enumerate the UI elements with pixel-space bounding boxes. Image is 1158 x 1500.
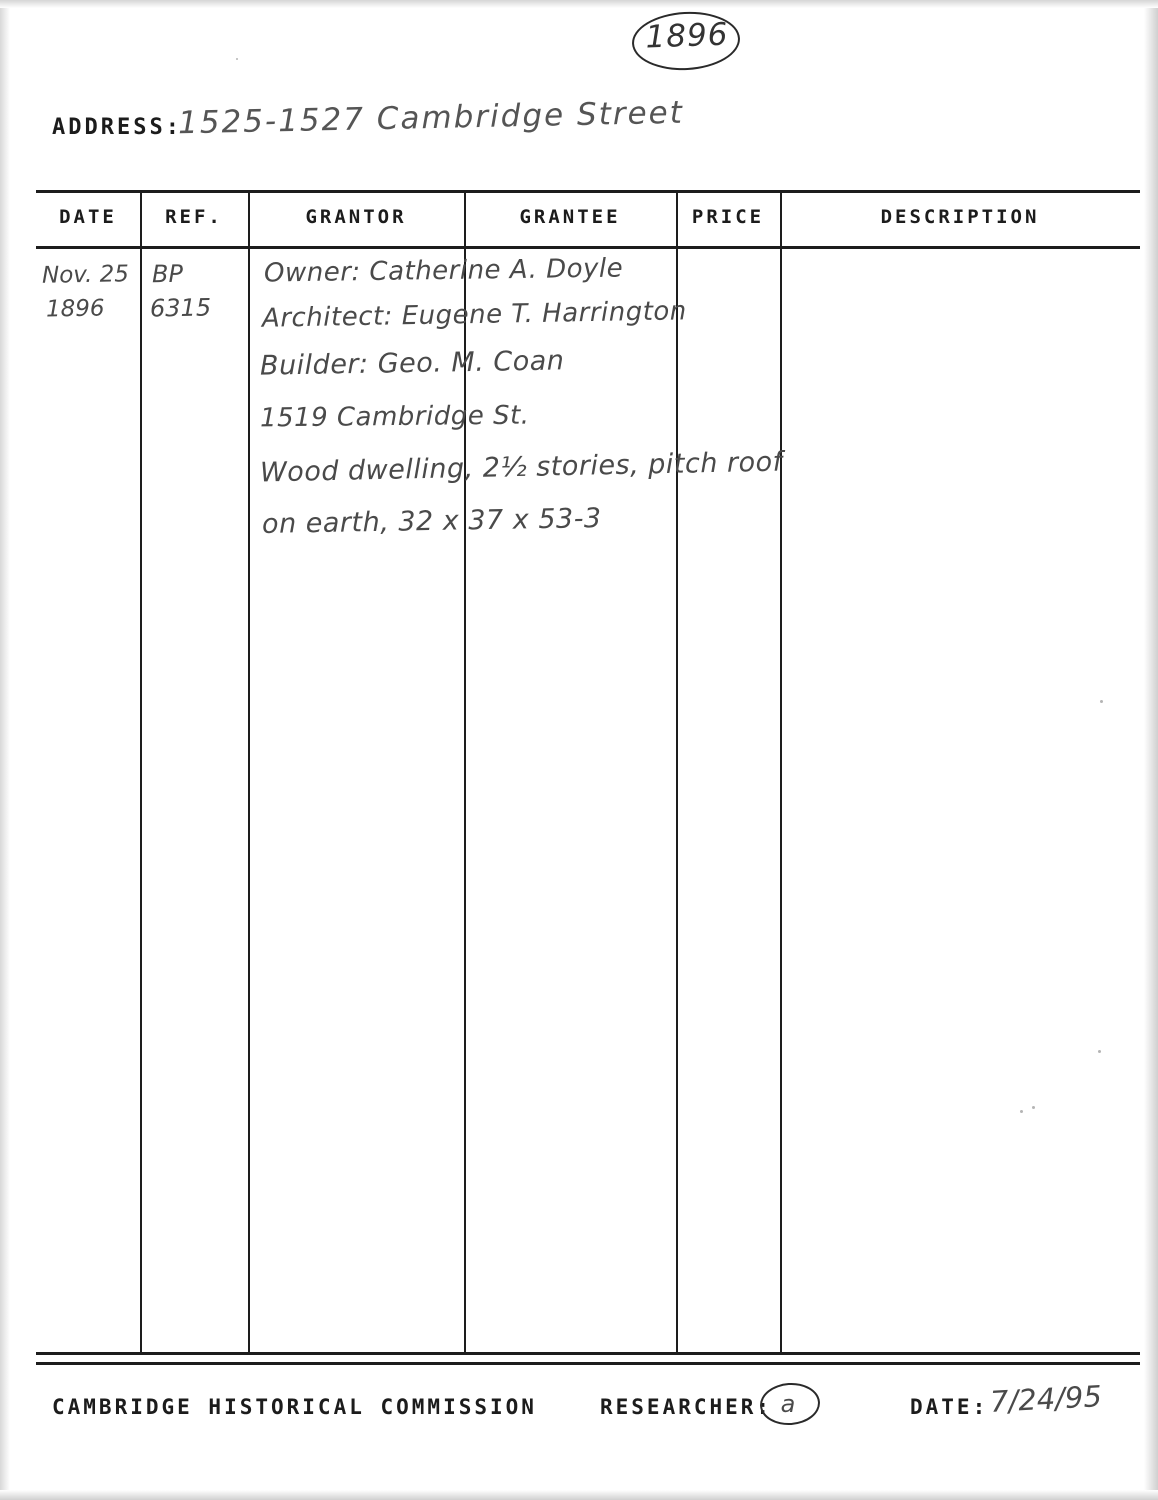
column-header-ref: REF. (165, 206, 223, 228)
entry-body-line-1: Owner: Catherine A. Doyle (263, 253, 624, 289)
entry-date-line2: 1896 (45, 295, 105, 323)
researcher-initial: a (780, 1390, 796, 1418)
scan-speck (236, 58, 238, 60)
column-header-description: DESCRIPTION (880, 206, 1040, 228)
column-divider-2 (248, 190, 250, 1352)
column-divider-5 (780, 190, 782, 1352)
records-table (36, 190, 1140, 1354)
scan-edge-left (0, 0, 10, 1500)
table-bottom-border (36, 1352, 1140, 1355)
column-header-grantee: GRANTEE (519, 206, 621, 228)
footer-date-value: 7/24/95 (989, 1379, 1103, 1419)
footer-researcher-label: RESEARCHER: (600, 1395, 773, 1419)
entry-body-line-4: 1519 Cambridge St. (259, 400, 530, 434)
footer-organization: CAMBRIDGE HISTORICAL COMMISSION (52, 1395, 537, 1419)
scan-speck (1032, 1106, 1035, 1109)
scan-edge-bottom (0, 1490, 1158, 1500)
entry-body-line-5: Wood dwelling, 2½ stories, pitch roof (259, 446, 783, 489)
address-label: ADDRESS: (52, 115, 182, 140)
scan-speck (1100, 700, 1103, 703)
entry-body-line-2: Architect: Eugene T. Harrington (261, 296, 688, 334)
scan-edge-top (0, 0, 1158, 8)
table-top-border (36, 190, 1140, 193)
address-value: 1525-1527 Cambridge Street (177, 94, 685, 142)
table-header-border (36, 246, 1140, 249)
column-header-date: DATE (59, 206, 117, 228)
column-divider-1 (140, 190, 142, 1352)
footer-divider (36, 1362, 1140, 1365)
scan-speck (1098, 1050, 1101, 1053)
footer-date-label: DATE: (910, 1395, 989, 1419)
entry-body-line-6: on earth, 32 x 37 x 53-3 (261, 503, 602, 540)
entry-body-line-3: Builder: Geo. M. Coan (259, 345, 565, 382)
scan-speck (1020, 1110, 1023, 1113)
entry-ref-line1: BP (151, 259, 184, 289)
entry-date-line1: Nov. 25 (41, 261, 130, 289)
column-divider-4 (676, 190, 678, 1352)
column-header-grantor: GRANTOR (305, 206, 407, 228)
scan-edge-right (1144, 0, 1158, 1500)
entry-ref-line2: 6315 (149, 293, 212, 323)
column-header-price: PRICE (691, 206, 765, 228)
year-value: 1896 (644, 16, 730, 56)
